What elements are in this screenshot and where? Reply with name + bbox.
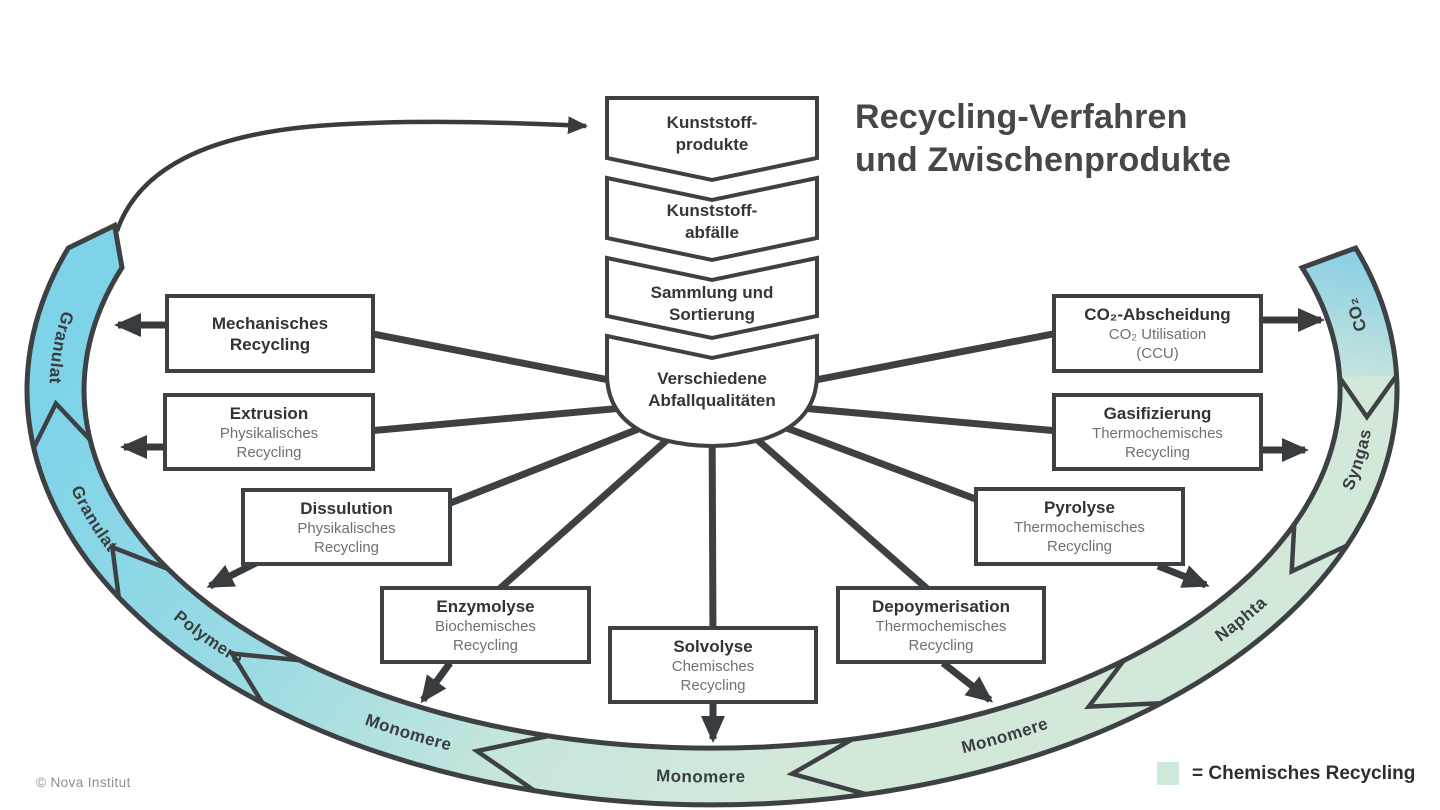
box-title: CO₂-Abscheidung [1084, 305, 1231, 324]
arrow-depoymerisation-to-monomere [943, 663, 990, 700]
box-subtitle: Physikalisches [297, 519, 396, 537]
flow-step-line: Verschiedene [657, 369, 767, 388]
chevron-box-produkte [607, 98, 817, 180]
flow-step-line: Kunststoff- [666, 201, 758, 220]
chevron-box-sammlung [607, 258, 817, 338]
arc-label-syngas: Syngas [1337, 427, 1375, 493]
flow-step-line: abfälle [685, 223, 739, 242]
arc-label-polymere: Polymere [170, 606, 247, 668]
svg-text:Monomere [656, 766, 746, 786]
box-subtitle: Thermochemisches [875, 617, 1007, 635]
box-subtitle: Biochemisches [435, 617, 536, 635]
arc-label-monomere-left: Monomere [362, 709, 454, 754]
box-subtitle: CO₂ Utilisation [1108, 326, 1207, 343]
arc-label-monomere-bottom: Monomere [655, 765, 746, 786]
page-title-line1: Recycling-Verfahren [855, 98, 1188, 136]
box-title: Dissulution [300, 498, 393, 518]
arrow-dissulution-to-polymere [210, 562, 258, 586]
box-subtitle: Chemisches [671, 657, 755, 675]
waste-qualities-badge [607, 336, 817, 446]
arc-label-naphta: Naphta [1211, 592, 1271, 645]
box-title: Depoymerisation [872, 596, 1010, 616]
box-title: Recycling [229, 334, 311, 354]
flow-step-line: Sortierung [669, 305, 755, 324]
flow-step-line: Sammlung und [650, 283, 774, 302]
chevron-box-abfaelle [607, 178, 817, 260]
flow-step-line: Abfallqualitäten [648, 391, 776, 410]
box-subtitle: Recycling [313, 538, 380, 556]
box-subtitle: Physikalisches [219, 424, 319, 442]
legend-label: = Chemisches Recycling [1192, 762, 1416, 784]
arc-label-granulat-1: Granulat [46, 309, 78, 385]
box-subtitle: Recycling [680, 676, 746, 694]
flow-step-line: produkte [675, 135, 749, 154]
box-subtitle: Recycling [1046, 538, 1113, 555]
arc-label-co2: CO₂ [1341, 295, 1371, 334]
loop-arrow-to-products [117, 122, 586, 231]
arc-label-monomere-right: Monomere [959, 713, 1051, 757]
box-title: Mechanisches [211, 313, 329, 333]
box-title: Enzymolyse [436, 596, 535, 616]
box-title: Extrusion [229, 403, 309, 423]
box-subtitle: Recycling [236, 443, 302, 461]
copyright-text: © Nova Institut [36, 775, 131, 790]
arc-label-granulat-2: Granulat [67, 482, 122, 555]
box-title: Pyrolyse [1044, 498, 1115, 517]
box-title: Gasifizierung [1103, 403, 1212, 423]
box-subtitle: Recycling [908, 636, 974, 654]
page-title-line2: und Zwischenprodukte [855, 141, 1232, 179]
arrow-enzymolyse-to-monomere [423, 663, 450, 700]
box-title: Solvolyse [673, 636, 753, 656]
box-subtitle: Recycling [1124, 443, 1191, 461]
flow-stack-shapes [607, 98, 817, 446]
arrow-pyrolyse-to-naphta [1158, 566, 1206, 585]
box-subtitle: Recycling [452, 636, 519, 654]
box-subtitle: Thermochemisches [1092, 424, 1223, 442]
box-subtitle: (CCU) [1136, 345, 1179, 362]
box-subtitle: Thermochemisches [1014, 519, 1145, 536]
flow-step-line: Kunststoff- [666, 113, 758, 132]
